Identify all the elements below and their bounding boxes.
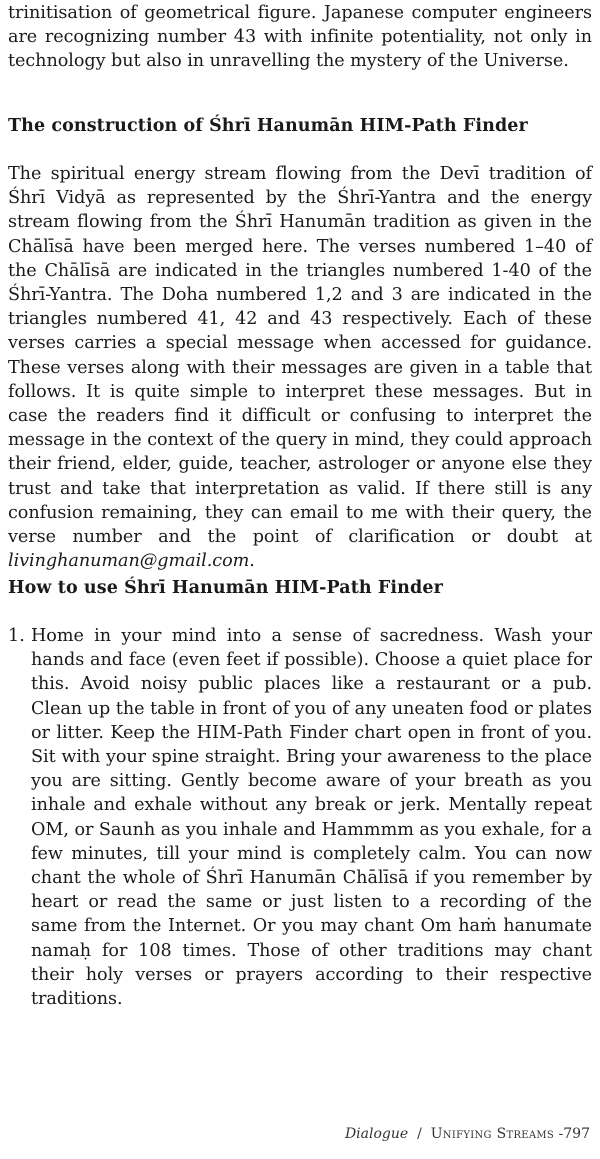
construction-paragraph-end: . (249, 551, 255, 572)
list-item (8, 624, 592, 1011)
footer-section: Dialogue (344, 1126, 409, 1142)
list-item-text: Home in your mind into a sense of sacredness. Wash your hands and face (even feet if possible). Choose a quiet place for this. Avoid noisy public places like a restaurant or a pub. Clean up the table in front of you of any uneaten food or plates or litter. Keep the HIM-Path Finder chart open in front of you. Sit with your spine straight. Bring your awareness to the place you are sitting. Gently become aware of your breath as you inhale and exhale without any break or jerk. Mentally repeat OM, or Saunh as you inhale and Hammmm as you exhale, for a few minutes, till your mind is completely calm. You can now chant the whole of Śhrī Hanumān Chālīsā if you remember by heart or read the same or just listen to a recording of the same from the Internet. Or you may chant Om haṁ hanumate namaḥ for 108 times. Those of other traditions may chant their holy verses or prayers according to their respective traditions. (31, 626, 592, 1010)
footer-separator: / (417, 1126, 422, 1142)
list-item-number: 1. (8, 626, 25, 646)
construction-paragraph-text: The spiritual energy stream flowing from the Devī tradition of Śhrī Vidyā as represented by the Śhrī-Yantra and the energy stream flowing from the Śhrī Hanumān tradition as given in the Chālīsā have been merged here. The verses numbered 1–40 of the Chālīsā are indicated in the triangles numbered 1-40 of the Śhrī-Yantra. The Doha numbered 1,2 and 3 are indicated in the triangles numbered 41, 42 and 43 respectively. Each of these verses carries a special message when accessed for guidance. These verses along with their messages are given in a table that follows. It is quite simple to interpret these messages. But in case the readers find it difficult or confusing to interpret the message in the context of the query in mind, they could approach their friend, elder, guide, teacher, astrologer or anyone else they trust and take that interpretation as valid. If there still is any confusion remaining, they can email to me with their query, the verse number and the point of clarification or doubt at (8, 164, 592, 548)
email-address: livinghanuman@gmail.com (8, 551, 250, 572)
construction-paragraph (8, 162, 592, 573)
usage-steps-list (8, 624, 592, 1011)
page-footer (345, 1126, 590, 1142)
construction-heading: The construction of Śhrī Hanumān HIM-Path Finder (8, 116, 528, 136)
intro-paragraph: trinitisation of geometrical figure. Japanese computer engineers are recognizing number 43 with infinite potentiality, not only in technology but also in unravelling the mystery of the Universe. (8, 3, 592, 72)
page-number: -797 (558, 1126, 590, 1142)
footer-book-title: Unifying Streams (430, 1126, 555, 1142)
usage-heading: How to use Śhrī Hanumān HIM-Path Finder (8, 578, 443, 598)
